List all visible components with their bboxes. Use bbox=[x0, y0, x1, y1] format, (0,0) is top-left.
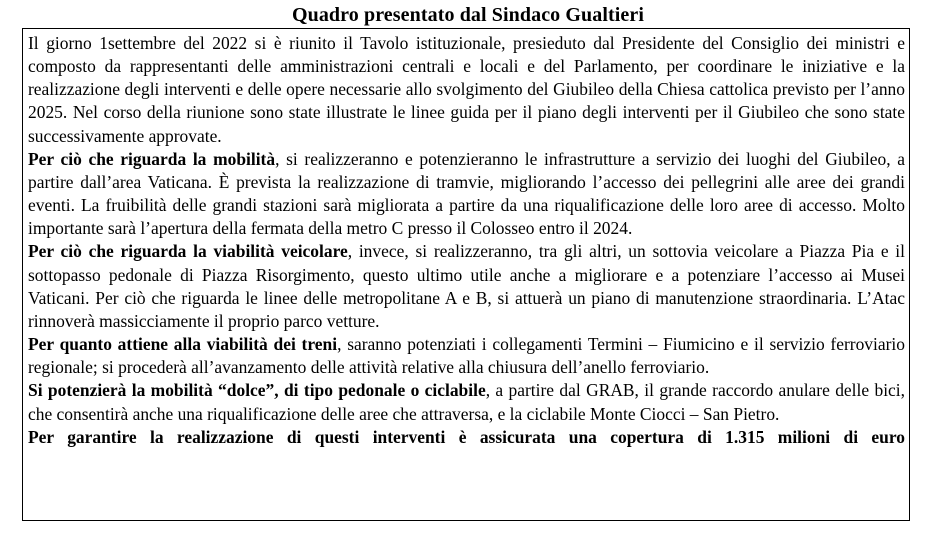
document-title: Quadro presentato dal Sindaco Gualtieri bbox=[291, 4, 645, 26]
paragraph-intro-text: Il giorno 1settembre del 2022 si è riunito il Tavolo istituzionale, presieduto dal Presidente del Consiglio dei ministri e composto da rappresentanti delle amministrazioni centrali e locali e del Parlamento, per coordinare le iniziative e la realizzazione degli interventi e delle opere necessarie allo svolgimento del Giubileo della Chiesa cattolica previsto per l’anno 2025. Nel corso della riunione sono state illustrate le linee guida per il piano degli interventi per il Giubileo che sono state successivamente approvate. bbox=[28, 33, 905, 146]
paragraph-mobilita-dolce-text: , a partire dal GRAB, il grande raccordo anulare delle bici, che consentirà anche una riqualificazione delle aree che attraversa, e la ciclabile Monte Ciocci – San Pietro. bbox=[28, 380, 905, 424]
text-box bbox=[22, 28, 910, 521]
paragraph-treni bbox=[28, 333, 905, 379]
paragraph-viabilita-veicolare-text: , invece, si realizzeranno, tra gli altri, un sottovia veicolare a Piazza Pia e il sottopasso pedonale di Piazza Risorgimento, questo ultimo utile anche a migliorare e a potenziare l’accesso ai Musei Vaticani. Per ciò che riguarda le linee delle metropolitane A e B, si attuerà un piano di manutenzione straordinaria. L’Atac rinnoverà massicciamente il proprio parco vetture. bbox=[28, 241, 906, 331]
paragraph-treni-bold: Per quanto attiene alla viabilità dei treni bbox=[28, 334, 338, 355]
paragraph-mobilita-dolce-bold: Si potenzierà la mobilità “dolce”, di tipo pedonale o ciclabile bbox=[28, 380, 486, 401]
paragraph-mobilita-text: , si realizzeranno e potenzieranno le infrastrutture a servizio dei luoghi del Giubileo, a partire dall’area Vaticana. È prevista la realizzazione di tramvie, migliorando l’accesso dei pellegrini alle aree dei grandi eventi. La fruibilità delle grandi stazioni sarà migliorata a partire da una riqualificazione delle loro aree di accesso. Molto importante sarà l’apertura della fermata della metro C presso il Colosseo entro il 2024. bbox=[28, 148, 905, 239]
paragraph-treni-text: , saranno potenziati i collegamenti Termini – Fiumicino e il servizio ferroviario regionale; si procederà all’avanzamento delle attività relative alla chiusura dell’anello ferroviario. bbox=[28, 334, 905, 378]
paragraph-mobilita-bold: Per ciò che riguarda la mobilità bbox=[28, 148, 276, 169]
paragraph-mobilita bbox=[28, 148, 905, 241]
paragraph-copertura-bold: Per garantire la realizzazione di questi interventi è assicurata una copertura di 1.315 milioni di euro bbox=[28, 426, 905, 447]
paragraph-mobilita-dolce bbox=[28, 379, 905, 425]
paragraph-viabilita-veicolare bbox=[28, 240, 905, 333]
paragraph-intro bbox=[28, 32, 905, 148]
paragraph-copertura bbox=[28, 426, 905, 449]
paragraph-viabilita-veicolare-bold: Per ciò che riguarda la viabilità veicolare bbox=[28, 241, 348, 262]
